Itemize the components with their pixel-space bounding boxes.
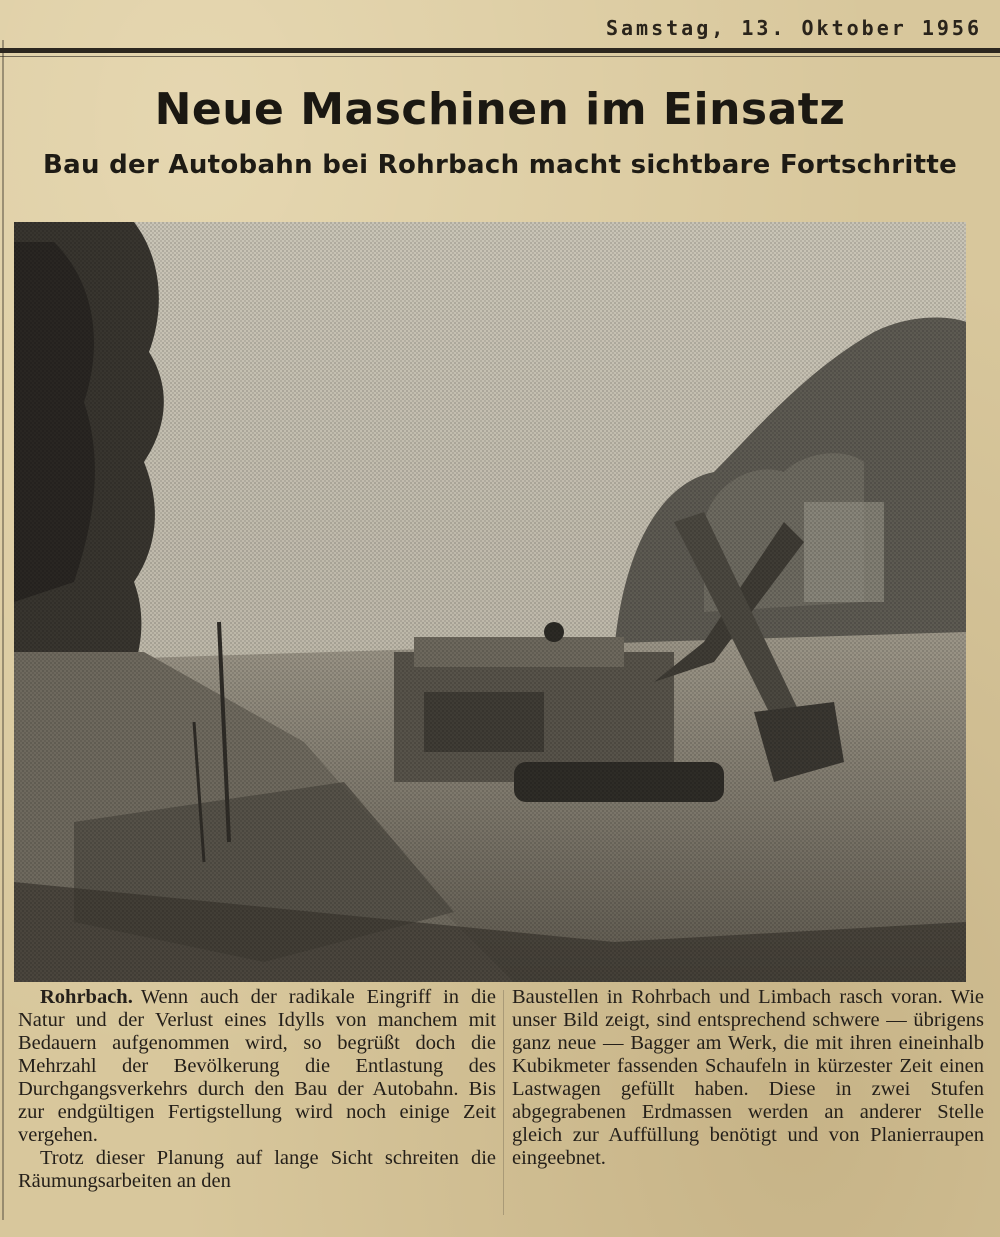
article-paragraph-1 bbox=[18, 986, 496, 1147]
article-headline: Neue Maschinen im Einsatz bbox=[154, 84, 846, 135]
article-paragraph-3: Baustellen in Rohrbach und Limbach rasch voran. Wie unser Bild zeigt, sind entsprechend schwere — übrigens ganz neue — Bagger am Werk, die mit ihren eineinhalb Kubikmeter fassenden Schaufeln in kürzester Zeit einen Lastwagen gefüllt haben. Diese in zwei Stufen abgegrabenen Erdmassen werden an anderer Stelle gleich zur Auffüllung benötigt und von Planierraupen eingeebnet. bbox=[512, 986, 984, 1169]
article-paragraph-2: Trotz dieser Planung auf lange Sicht schreiten die Räumungsarbeiten an den bbox=[18, 1147, 496, 1192]
article-column-left bbox=[18, 986, 496, 1193]
excavator-photo bbox=[14, 222, 966, 982]
page-edge-rule bbox=[2, 40, 4, 1220]
column-divider bbox=[503, 990, 504, 1215]
article-column-right bbox=[512, 986, 984, 1170]
article-subheadline: Bau der Autobahn bei Rohrbach macht sichtbare Fortschritte bbox=[42, 150, 958, 180]
article-place-lead: Rohrbach. bbox=[40, 986, 133, 1008]
issue-dateline: Samstag, 13. Oktober 1956 bbox=[605, 16, 982, 40]
article-paragraph-1-text: Wenn auch der radikale Eingriff in die Natur und der Verlust eines Idylls von manchem mit Bedauern aufgenommen wird, so begrüßt doch die Mehrzahl der Bevölkerung die Entlastung des Durchgangsverkehrs durch den Bau der Autobahn. Bis zur endgültigen Fertigstellung wird noch einige Zeit vergehen. bbox=[18, 986, 496, 1146]
header-rule bbox=[0, 48, 1000, 53]
header-rule-thin bbox=[0, 56, 1000, 57]
